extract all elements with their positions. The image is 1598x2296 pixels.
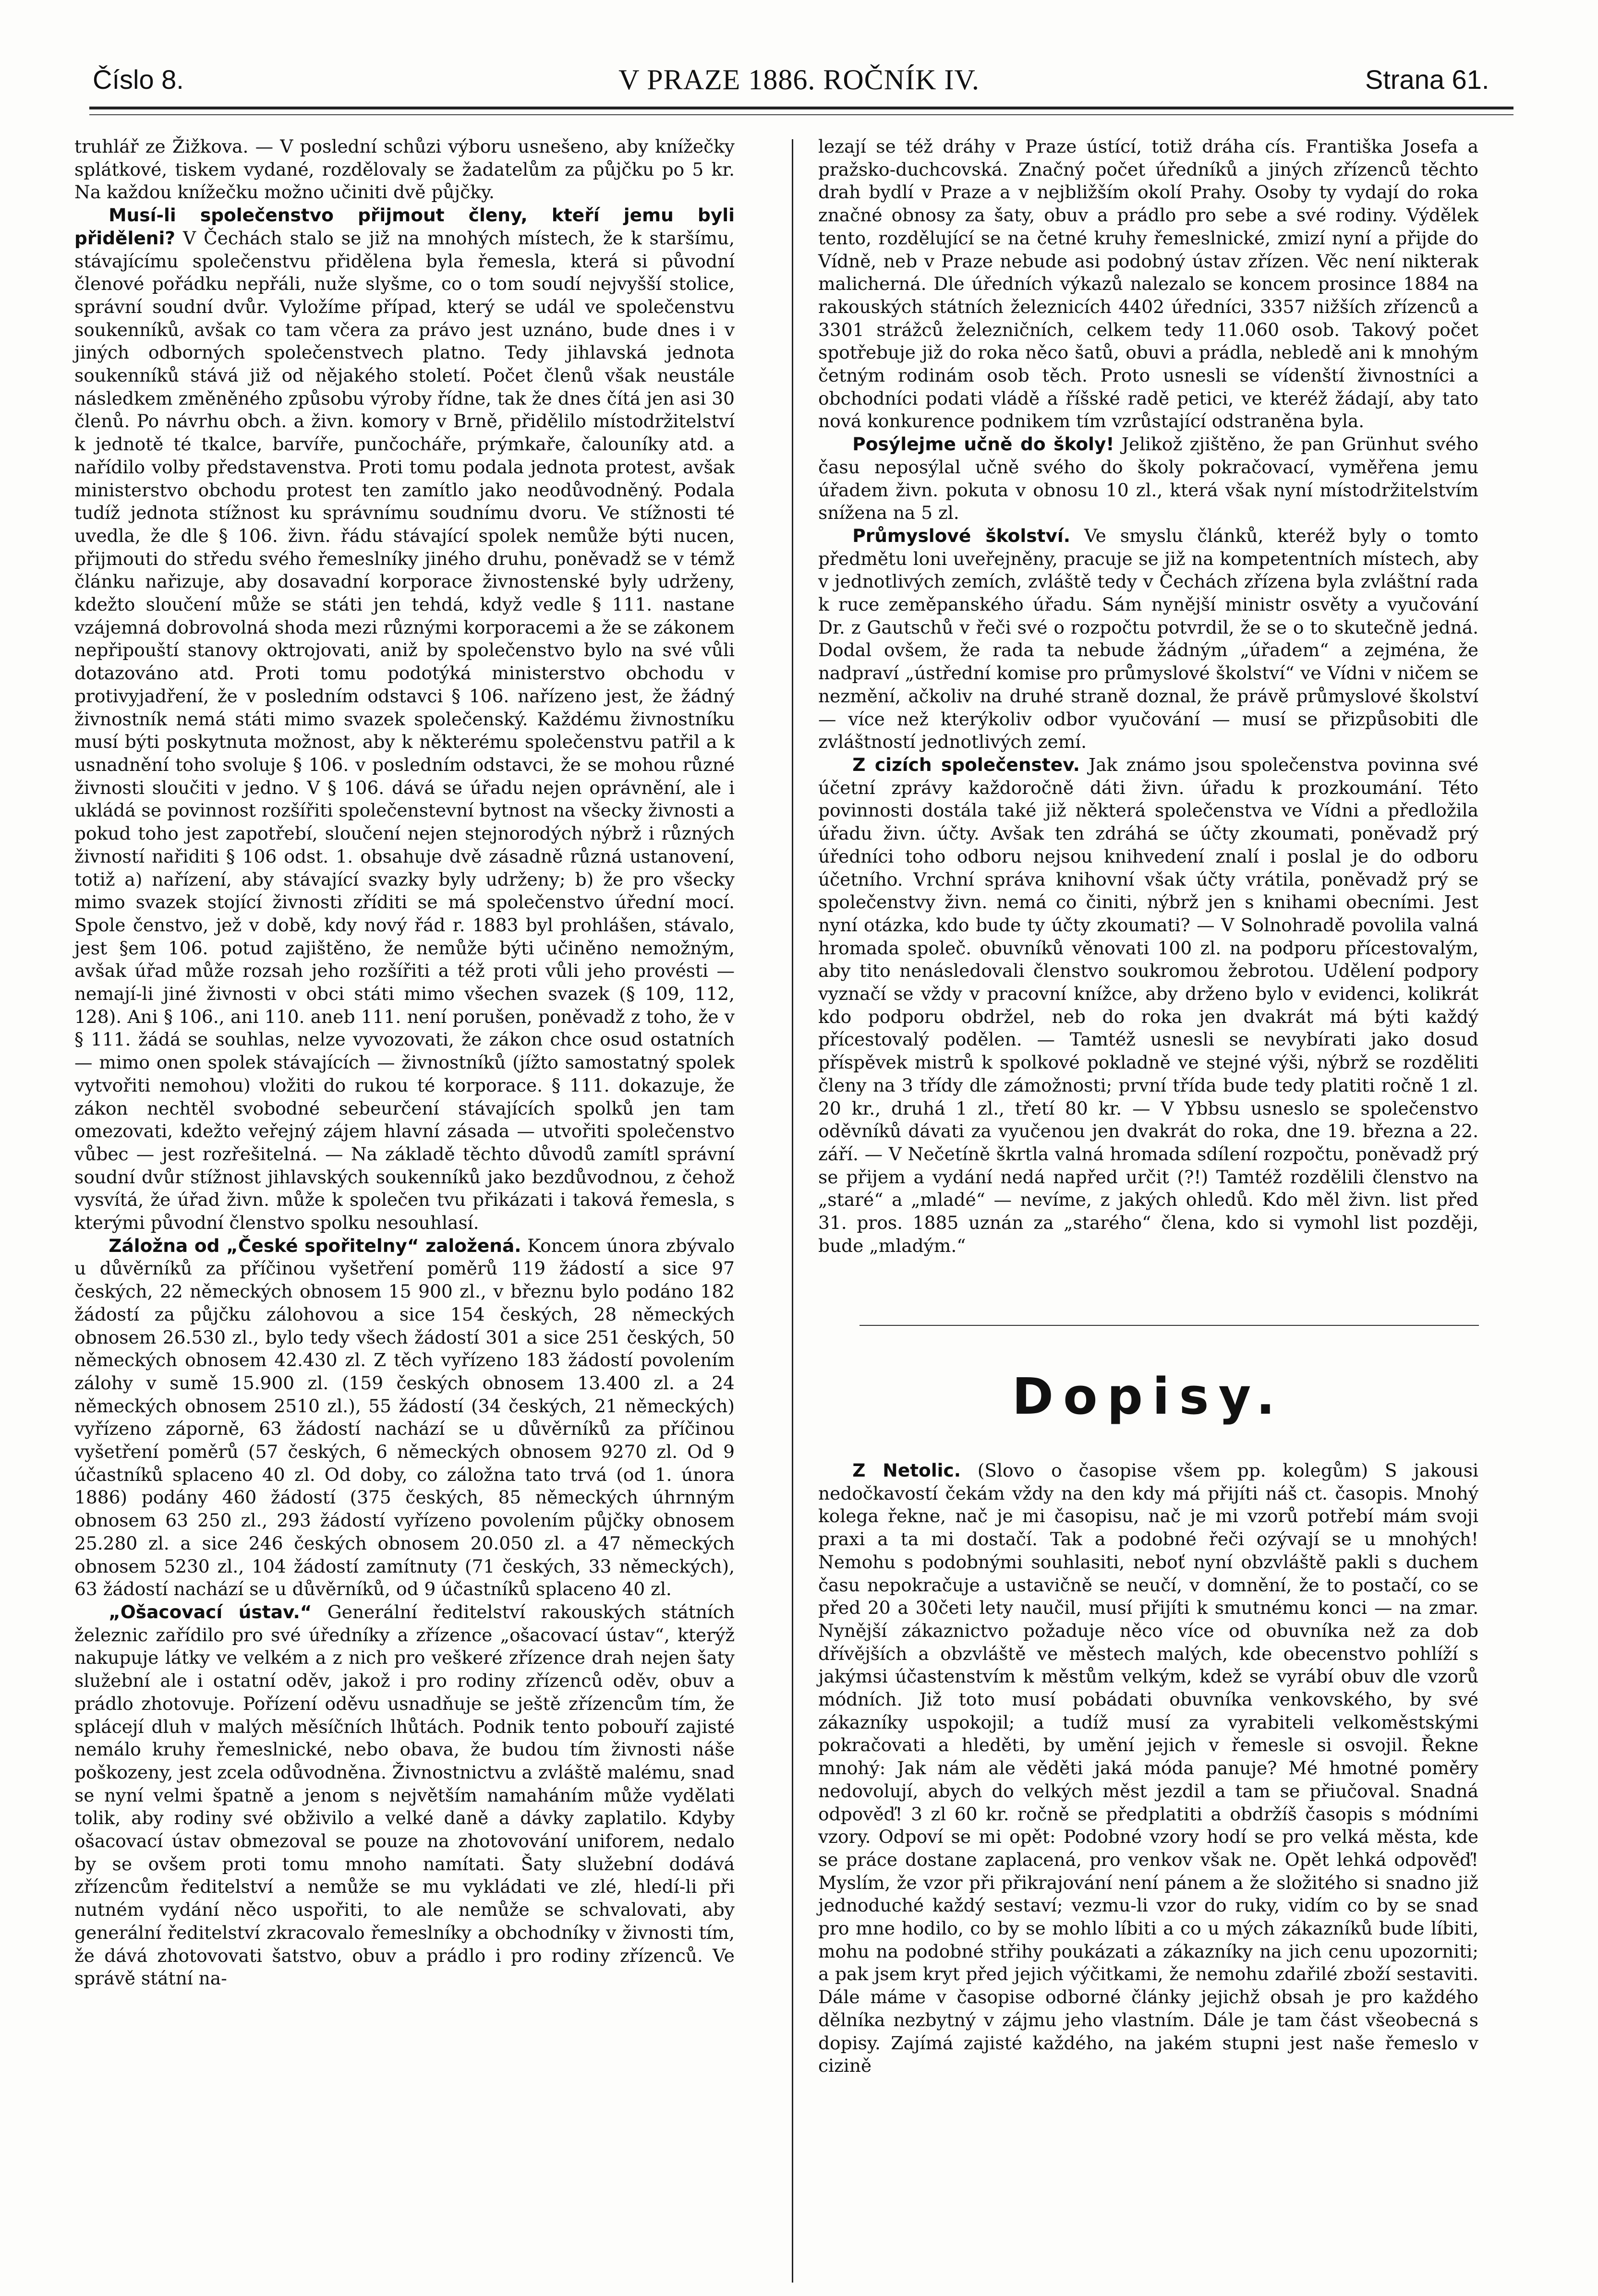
header-rule-thin bbox=[89, 114, 1513, 115]
article-paragraph bbox=[74, 204, 735, 1235]
article-heading: Průmyslové školství. bbox=[852, 525, 1071, 546]
article-heading: Musí-li společenstvo přijmout členy, kteří jemu byli přiděleni? bbox=[74, 204, 735, 249]
right-column-top bbox=[818, 135, 1478, 1257]
paragraph-text: Generální ředitelství rakouských státních železnic zařídilo pro své úředníky a zřízence „ošacovací ústav“, kterýž nakupuje látky ve velkém a z nich pro veškeré zřízence drah nejen šaty služební ale i ostatní oděv, jakož i pro rodiny zřízenců oděv, obuv a prádlo zhotovuje. Pořízení oděvu usnadňuje se ještě zřízencům tím, že splácejí dluh v malých měsíčních lhůtách. Podnik tento pobouří zajisté nemálo kruhy řemeslnické, nebo obava, že budou tím živnosti náše poškozeny, jest zcela odůvodněna. Živnostnictvu a zvláště malému, snad se nyní velmi špatně a jenom s největším namaháním může vydělati tolik, aby rodiny své obživilo a velké daně a dávky zaplatilo. Kdyby ošacovací ústav obmezoval se pouze na zhotovování uniforem, nedalo by se ovšem proti tomu mnoho namítati. Šaty služební dodává zřízencům ředitelství a nemůže se mu vykládati ve zlé, hledí-li při nutném vydání něco uspořiti, to ale nemůže se schvalovati, aby generální ředitelství zkracovalo řemeslníky a obchodníky v živnosti tím, že dává zhotovovati šatstvo, obuv a prádlo i pro rodiny zřízenců. Ve správě státní na- bbox=[74, 1601, 735, 1989]
article-paragraph bbox=[818, 433, 1478, 525]
article-paragraph bbox=[818, 135, 1478, 433]
article-paragraph bbox=[74, 1235, 735, 1601]
masthead-title: V PRAZE 1886. ROČNÍK IV. bbox=[618, 64, 980, 96]
paragraph-text: truhlář ze Žižkova. — V poslední schůzi výboru usnešeno, aby knížečky splátkové, tiskem vydané, rozdělovaly se žadatelům za půjčku po 5 kr. Na každou knížečku možno učiniti dvě půjčky. bbox=[74, 136, 735, 203]
article-paragraph bbox=[74, 135, 735, 204]
article-paragraph bbox=[818, 754, 1478, 1257]
paragraph-text: lezají se též dráhy v Praze ústící, totiž dráha cís. Františka Josefa a pražsko-duchcovská. Značný počet úředníků a jiných zřízenců těchto drah bydlí v Praze a v nejbližším okolí Prahy. Osoby ty vydají do roka značné obnosy za šaty, obuv a prádlo pro sebe a své rodiny. Výdělek tento, rozdělující se na četné kruhy řemeslnické, zmizí nyní a přijde do Vídně, neb v Praze nebude asi podobný ústav zřízen. Věc není nikterak malicherná. Dle úředních výkazů nalezalo se koncem prosince 1884 na rakouských státních železnicích 4402 úředníci, 3357 nižších zřízenců a 3301 strážců železničních, celkem tedy 11.060 osob. Takový počet spotřebuje již do roka něco šatů, obuvi a prádla, nebledě ani k mnohým četným rodinám osob těch. Proto usnesli se vídenští živnostníci a obchodníci podati vládě a říšské radě petici, ve kteréž žádají, aby tato nová konkurence podnikem tím vzrůstající odstraněna byla. bbox=[818, 136, 1478, 432]
paragraph-text: Ve smyslu článků, kteréž byly o tomto předmětu loni uveřejněny, pracuje se již na kompetentních místech, aby v jednotlivých zemích, zvláště tedy v Čechách zřízena byla zvláštní rada k ruce zeměpanského úřadu. Sám nynější ministr osvěty a vyučování Dr. z Gautschů v řeči své o rozpočtu potvrdil, že se o to skutečně jedná. Dodal ovšem, že rada ta nebude žádným „úřadem“ a zejména, že nadpraví „ústřední komise pro průmyslové školství“ ve Vídni v ničem se nezmění, ačkoliv na druhé straně doznal, že právě průmyslové školství — více než kterýkoliv odbor vyučování — musí se přizpůsobiti dle zvláštností jednotlivých zemí. bbox=[818, 525, 1478, 753]
article-heading: Záložna od „České spořitelny“ založená. bbox=[109, 1235, 521, 1256]
paragraph-text: Koncem února zbývalo u důvěrníků za příčinou vyšetření poměrů 119 žádostí a sice 97 českých, 22 německých obnosem 15 900 zl., v březnu bylo podáno 182 žádostí za půjčku zálohovou a sice 154 českých, 28 německých obnosem 26.530 zl., bylo tedy všech žádostí 301 a sice 251 českých, 50 německých obnosem 42.430 zl. Z těch vyřízeno 183 žádostí povolením zálohy v sumě 15.900 zl. (159 českých obnosem 13.400 zl. a 24 německých obnosem 2510 zl.), 55 žádostí (34 českých, 21 německých) vyřízeno záporně, 63 žádostí nachází se u důvěrníků za příčinou vyšetření poměrů (57 českých, 6 německých obnosem 9270 zl. Od 9 účastníků splaceno 40 zl. Od doby, co záložna tato trvá (od 1. února 1886) podány 460 žádostí (375 českých, 85 německých úhrnným obnosem 63 250 zl., 293 žádostí vyřízeno povolením půjčky obnosem 25.280 zl. a sice 246 českých obnosem 20.050 zl. a 47 německých obnosem 5230 zl., 104 žádostí zamítnuty (71 českých, 33 německých), 63 žádostí nachází se u důvěrníků, od 9 účastníků splaceno 40 zl. bbox=[74, 1235, 735, 1600]
page-number: Strana 61. bbox=[1365, 64, 1489, 95]
section-separator bbox=[860, 1325, 1479, 1326]
column-divider bbox=[792, 139, 793, 2283]
paragraph-text: Jelikož zjištěno, že pan Grünhut svého času neposýlal učně svého do školy pokračovací, vyměřena jemu úřadem živn. pokuta v obnosu 10 zl., která však nyní místodržitelstvím snížena na 5 zl. bbox=[818, 433, 1479, 524]
right-column-bottom bbox=[818, 1459, 1478, 2078]
article-paragraph bbox=[818, 1459, 1478, 2078]
article-heading: Z cizích společenstev. bbox=[852, 754, 1080, 775]
article-heading: „Ošacovací ústav.“ bbox=[109, 1601, 312, 1623]
header-rule-thick bbox=[89, 107, 1513, 109]
article-paragraph bbox=[818, 525, 1478, 754]
issue-number: Číslo 8. bbox=[93, 64, 184, 95]
article-paragraph bbox=[74, 1601, 735, 1990]
paragraph-text: Jak známo jsou společenstva povinna své účetní zprávy každoročně dáti živn. úřadu k prozkoumání. Této povinnosti dostála také již některá společenstva ve Vídni a předložila úřadu živn. účty. Avšak ten zdráhá se účty zkoumati, poněvadž prý úředníci toho odboru nejsou knihvedení znalí i poslal je do odboru účetního. Vrchní správa knihovní však účty vrátila, poněvadž prý se společenstvy živn. nemá co činiti, nýbrž jen s knihami obecními. Jest nyní otázka, kdo bude ty účty zkoumati? — V Solnohradě povolila valná hromada společ. obuvníků věnovati 100 zl. na podporu přícestovalým, aby tito nenásledovali členstvo soukromou žebrotou. Udělení podpory vyznačí se vždy v pracovní knížce, aby drženo bylo v evidenci, kolikrát kdo podporu obdržel, neb do roka jen dvakrát má býti každý přícestovalý podělen. — Tamtéž usnesli se nevybírati jako dosud příspěvek mistrů k spolkové pokladně ve stejné výši, nýbrž se rozděliti členy na 3 třídy dle zámožnosti; první třída bude tedy platiti ročně 1 zl. 20 kr., druhá 1 zl., třetí 80 kr. — V Ybbsu usneslo se společenstvo oděvníků dávati za vyučenou jen dvakrát do roka, dne 19. března a 22. září. — V Nečetíně škrtla valná hromada sdílení rozpočtu, poněvadž prý se přijem a vydání nedá napřed určit (?!) Tamtéž rozdělili členstvo na „staré“ a „mladé“ — nevíme, z jakých ohledů. Kdo měl živn. list před 31. pros. 1885 uznán za „starého“ člena, kdo si vymohl list později, bude „mladým.“ bbox=[818, 754, 1478, 1256]
article-heading: Z Netolic. bbox=[852, 1460, 961, 1481]
paragraph-text: (Slovo o časopise všem pp. kolegům) S jakousi nedočkavostí čekám vždy na den kdy má přijíti náš ct. časopis. Mnohý kolega řekne, nač je mi časopisu, nač je mi vzorů potřebí mám svoji praxi a ta mi dostačí. Tak a podobné řeči ozývají se u mnohých! Nemohu s podobnými souhlasiti, neboť nyní obzvláště pakli s duchem času nepokračuje a ustavičně se neučí, v domnění, že to postačí, co se před 20 a 30četi lety naučil, musí přijíti k smutnému konci — na zmar. Nynější zákaznictvo požaduje něco více od obuvníka než za dob dřívějších a obzvláště ve městech malých, kde obecenstvo pohlíží s jakýmsi účastenstvím k městům velkým, kdež se vyrábí obuv dle vzorů módních. Již toto musí pobádati obuvníka venkovského, by své zákazníky uspokojil; a tudíž musí za vyrabiteli velkoměstskými pokračovati a hleděti, by umění jejich v řemesle si osvojil. Řekne mnohý: Jak nám ale věděti jaká móda panuje? Mé hmotné poměry nedovolují, abych do velkých měst jezdil a tam se přiučoval. Snadná odpověď! 3 zl 60 kr. ročně se předplatiti a obdržíš časopis s módními vzory. Odpoví se mi opět: Podobné vzory hodí se pro velká města, kde se práce dostane zaplacená, pro venkov však ne. Opět lehká odpověď! Myslím, že vzor při přikrajování není pánem a že složitého si snadno již jednoduché každý sestaví; vezmu-li vzor do ruky, vidím co by se snad pro mne hodilo, co by se mohlo líbiti a co u mých zákazníků bude líbiti, mohu na podobné střihy poukázati a zákazníky na jich cenu upozorniti; a pak jsem kryt před jejich výčitkami, že nemohu zdařilé zboží sestaviti. Dále máme v časopise odborné články jejichž obsah je pro každého dělníka nezbytný v zájmu jeho vlastním. Dále je tam část všeobecná s dopisy. Zajímá zajisté každého, na jakém stupni jest naše řemeslo v cizině bbox=[818, 1460, 1479, 2077]
left-column bbox=[74, 135, 735, 1990]
section-title-dopisy: Dopisy. bbox=[1012, 1367, 1285, 1426]
article-heading: Posýlejme učně do školy! bbox=[852, 433, 1114, 455]
paragraph-text: V Čechách stalo se již na mnohých místech, že k staršímu, stávajícímu společenstvu přidělena byla řemesla, která si původní členové pořádku nepřáli, nuže slyšme, co o tom soudí nejvyšší stolice, správní soudní dvůr. Vyložíme případ, který se udál ve společenstvu soukenníků, avšak co tam včera za právo jest uznáno, bude dnes i v jiných odborných společenstvech platno. Tedy jihlavská jednota soukenníků stává již od nějakého století. Počet členů však neustále následkem změněného způsobu výroby řídne, tak že dnes čítá jen asi 30 členů. Po návrhu obch. a živn. komory v Brně, přidělilo místodržitelství k jednotě té tkalce, barvíře, punčocháře, prýmkaře, čalouníky atd. a nařídilo volby představenstva. Proti tomu podala jednota protest, avšak ministerstvo obchodu protest ten zamítlo jako neodůvodněný. Podala tudíž jednota stížnost ku správnímu soudnímu dvoru. Ve stížnosti té uvedla, že dle § 106. živn. řádu stávající spolek nemůže býti nucen, přijmouti do středu svého řemeslníky jiného druhu, poněvadž se v témž článku nařizuje, aby dosavadní korporace živnostenské byly udrženy, kdežto sloučení může se státi jen tehdá, když vedle § 111. nastane vzájemná dobrovolná shoda mezi různými korporacemi a že se zákonem nepřipouští stanovy oktrojovati, aniž by společenstvo bylo na své vůli dotazováno atd. Proti tomu podotýká ministerstvo obchodu v protivyjadření, že v posledním odstavci § 106. nařízeno jest, že žádný živnostník nemá státi mimo svazek společenský. Každému živnostníku musí býti poskytnuta možnost, aby k některému společenstvu patřil a k usnadnění toho svoluje § 106. v posledním odstavci, že se mohou různé živnosti sloučiti v jedno. V § 106. dává se úřadu nejen oprávnění, ale i ukládá se povinnost rozšířiti společenstevní bytnost na všecky živnosti a pokud toho jest zapotřebí, sloučení nejen stejnorodých nýbrž i různých živností nařiditi § 106 odst. 1. obsahuje dvě zásadně různá ustanovení, totiž a) nařízení, aby stávající svazky byly udrženy; b) že pro všecky mimo svazek stojící živnosti zříditi se má společenstvo úřední mocí. Spole čenstvo, jež v době, kdy nový řád r. 1883 byl prohlášen, stávalo, jest §em 106. potud zajištěno, že nemůže býti učiněno nemožným, avšak úřad může rozsah jeho rozšířiti a též proti vůli jeho provésti — nemají-li jiné živnosti v obci státi mimo všechen svazek (§ 109, 112, 128). Ani § 106., ani 110. aneb 111. není porušen, poněvadž z toho, že v § 111. žádá se souhlas, nelze vyvozovati, že zákon chce osud ostatních — mimo onen spolek stávajících — živnostníků (jížto samostatný spolek vytvořiti nemohou) vložiti do rukou té korporace. § 111. dokazuje, že zákon nechtěl svobodné sebeurčení stávajících spolků jen tam omezovati, kdežto veřejný zájem hlavní zásada — utvořiti společenstvo vůbec — jest rozřešitelná. — Na základě těchto důvodů zamítl správní soudní dvůr stížnost jihlavských soukenníků jako bezdůvodnou, z čehož vysvítá, že úřad živn. může k společen tvu přikázati i taková řemesla, s kterými původní členstvo spolku nesouhlasí. bbox=[74, 227, 735, 1234]
